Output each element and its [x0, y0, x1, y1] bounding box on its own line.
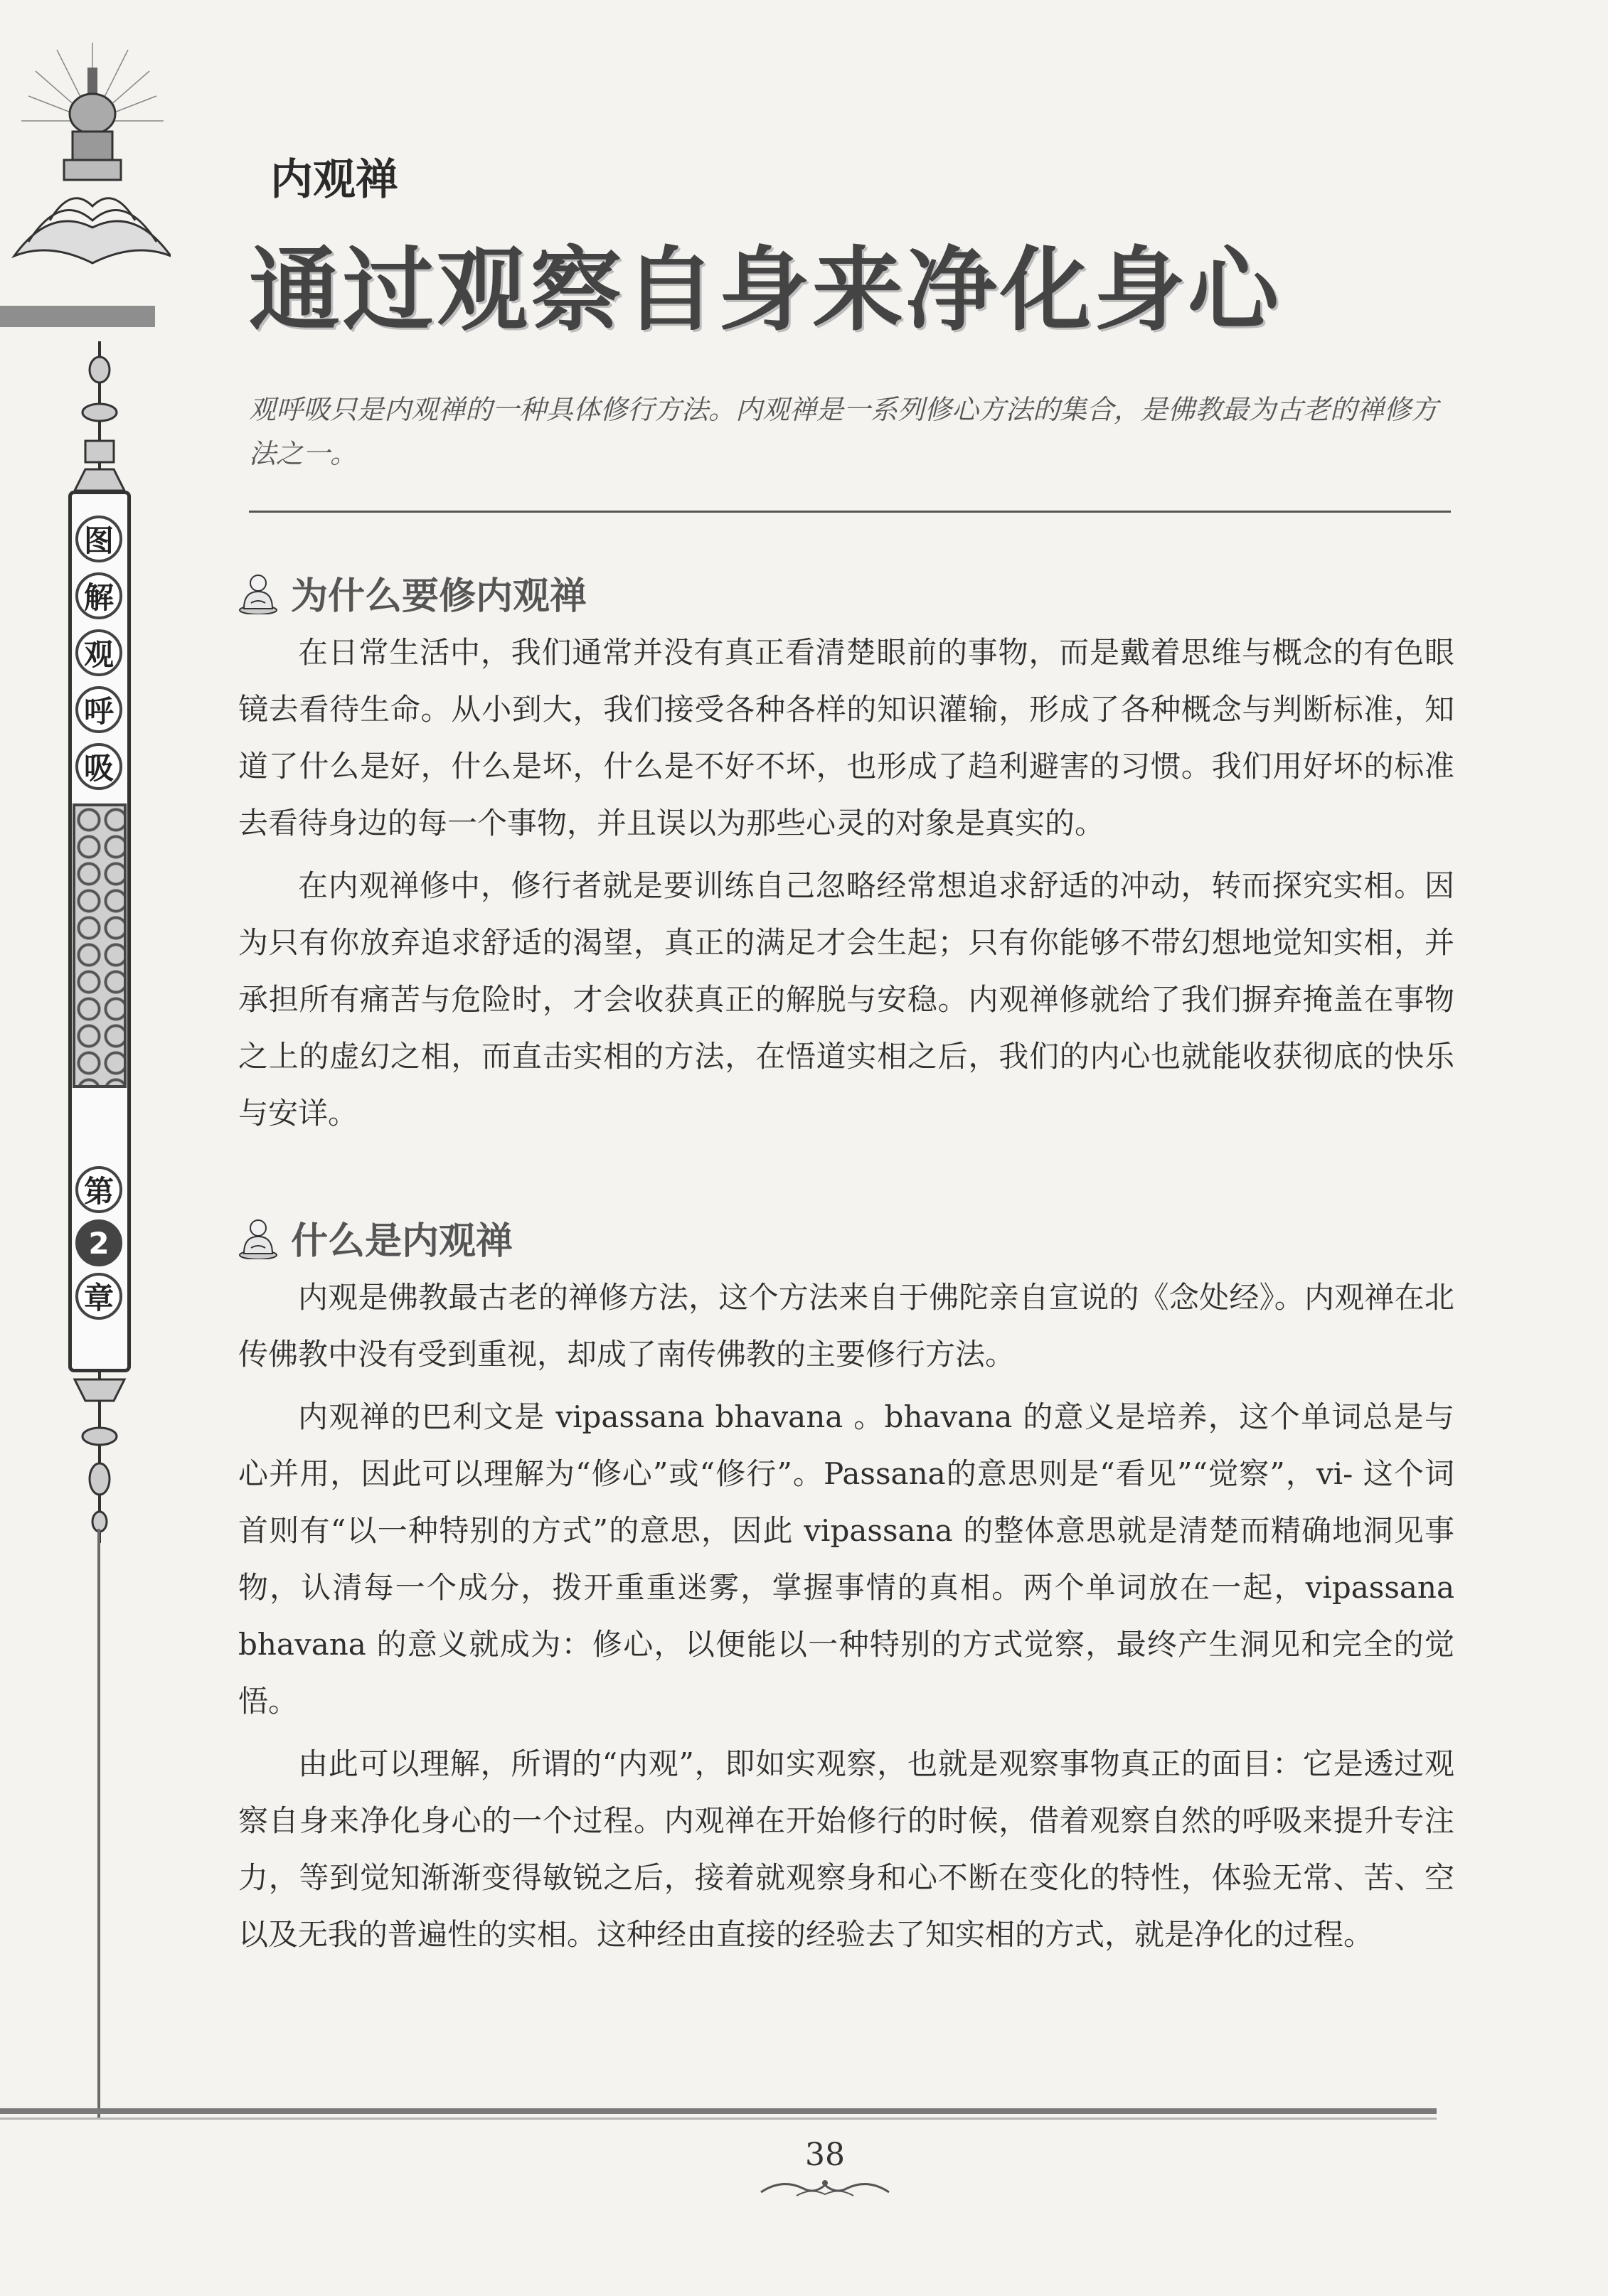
paragraph: 在内观禅修中，修行者就是要训练自己忽略经常想追求舒适的冲动，转而探究实相。因为只有你放弃追求舒适的渴望，真正的满足才会生起；只有你能够不带幻想地觉知实相，并承担所有痛苦与危险时，才会收获真正的解脱与安稳。内观禅修就给了我们摒弃掩盖在事物之上的虚幻之相，而直击实相的方法，在悟道实相之后，我们的内心也就能收获彻底的快乐与安详。	[238, 868, 1454, 1131]
chapter-char: 章	[75, 1273, 122, 1320]
paragraph: 内观禅的巴利文是 vipassana bhavana 。bhavana 的意义是培养，这个单词总是与心并用，因此可以理解为“修心”或“修行”。Passana的意思则是“看见”“觉察”，vi- 这个词首则有“以一种特别的方式”的意思，因此 vipassana 的整体意思就是清楚而精确地洞见事物，认清每一个成分，拨开重重迷雾，掌握事情的真相。两个单词放在一起，vipassana bhavana 的意义就成为：修心，以便能以一种特别的方式觉察，最终产生洞见和完全的觉悟。	[238, 1399, 1454, 1719]
header-bar	[0, 306, 155, 327]
stupa-lotus-icon	[7, 28, 171, 299]
section-heading	[238, 567, 1454, 617]
scroll-finial-bottom	[64, 1372, 135, 1543]
section-heading-text: 为什么要修内观禅	[291, 574, 587, 618]
lattice-ornament	[73, 803, 127, 1088]
paragraph: 由此可以理解，所谓的“内观”，即如实观察，也就是观察事物真正的面目：它是透过观察自身来净化身心的一个过程。内观禅在开始修行的时候，借着观察自然的呼吸来提升专注力，等到觉知渐渐变得敏锐之后，接着就观察身和心不断在变化的特性，体验无常、苦、空以及无我的普遍性的实相。这种经由直接的经验去了知实相的方式，就是净化的过程。	[238, 1746, 1454, 1952]
intro-text: 观呼吸只是内观禅的一种具体修行方法。内观禅是一系列修心方法的集合，是佛教最为古老的禅修方法之一。	[249, 394, 1439, 469]
section-subtitle: 内观禅	[270, 155, 398, 205]
sidebar-char: 吸	[75, 743, 122, 790]
meditating-monk-icon	[238, 570, 278, 614]
footer-rule-thin	[0, 2118, 1437, 2120]
paragraph: 在日常生活中，我们通常并没有真正看清楚眼前的事物，而是戴着思维与概念的有色眼镜去看待生命。从小到大，我们接受各种各样的知识灌输，形成了各种概念与判断标准，知道了什么是好，什么是坏，什么是不好不坏，也形成了趋利避害的习惯。我们用好坏的标准去看待身边的每一个事物，并且误以为那些心灵的对象是真实的。	[238, 635, 1454, 840]
chapter-number: 2	[75, 1219, 122, 1266]
section-why	[238, 567, 1454, 1142]
section-heading-text: 什么是内观禅	[291, 1219, 513, 1263]
page-title: 通过观察自身来净化身心	[249, 237, 1282, 343]
sidebar-char: 解	[75, 572, 122, 619]
sidebar-char: 观	[75, 629, 122, 676]
scroll-finial-top	[64, 341, 135, 498]
chapter-char: 第	[75, 1166, 122, 1213]
page-number: 38	[805, 2137, 845, 2173]
section-what	[238, 1212, 1454, 1963]
intro-divider	[249, 511, 1451, 513]
paragraph: 内观是佛教最古老的禅修方法，这个方法来自于佛陀亲自宣说的《念处经》。内观禅在北传佛教中没有受到重视，却成了南传佛教的主要修行方法。	[238, 1280, 1454, 1372]
flourish-ornament-icon	[754, 2174, 896, 2203]
sidebar-char: 图	[75, 516, 122, 562]
scroll-rod-line	[97, 1529, 100, 2119]
meditating-monk-icon	[238, 1215, 278, 1259]
footer-rule	[0, 2108, 1437, 2114]
section-heading	[238, 1212, 1454, 1262]
sidebar-char: 呼	[75, 686, 122, 733]
